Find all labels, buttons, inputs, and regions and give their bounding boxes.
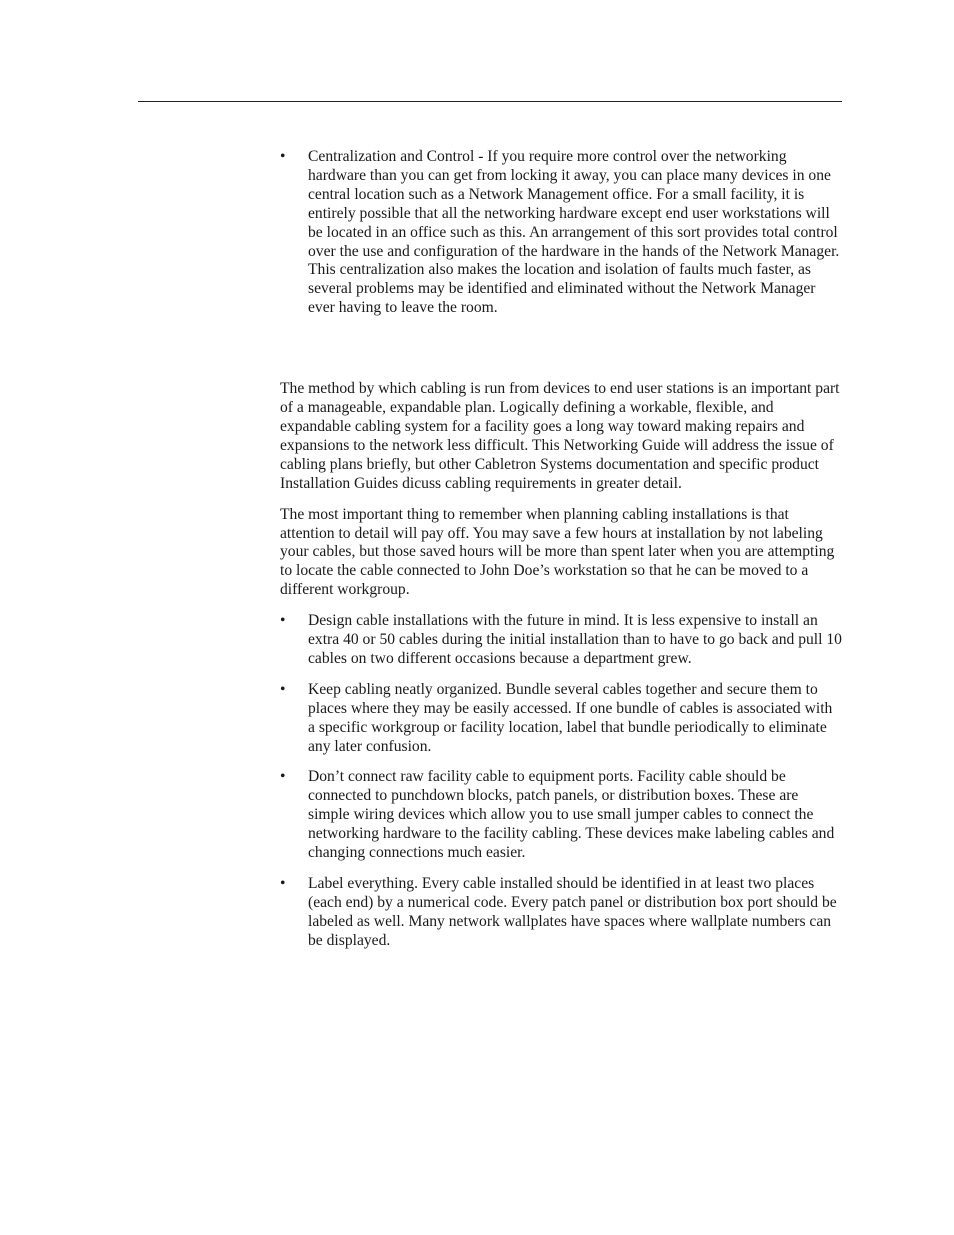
bullet-marker: • <box>280 612 286 630</box>
bullet-text: Centralization and Control - If you require more control over the networking hardware than you can get from locking it away, you can place many devices in one central location such as a Network Management office. For a small facility, it is entirely possible that all the networking hardware except end user workstations will be located in an office such as this. An arrangement of this sort provides total control over the use and configuration of the hardware in the hands of the Network Manager. This centralization also makes the location and isolation of faults much faster, as several problems may be identified and eliminated without the Network Manager ever having to leave the room. <box>308 148 840 317</box>
bullet-marker: • <box>280 148 286 165</box>
bullet-text: Label everything. Every cable installed should be identified in at least two places (each end) by a numerical code. Every patch panel or distribution box port should be labeled as well. Many network wallplates have spaces where wallplate numbers can be displayed. <box>308 875 837 949</box>
list-item-label-everything <box>280 875 842 951</box>
page-content <box>280 148 842 963</box>
bullet-text: Keep cabling neatly organized. Bundle several cables together and secure them to places where they may be easily accessed. If one bundle of cables is associated with a specific workgroup or facility location, label that bundle periodically to eliminate any later confusion. <box>308 680 833 755</box>
list-item-keep-organized <box>280 681 842 757</box>
header-rule <box>138 101 842 102</box>
list-item-centralization <box>280 148 842 318</box>
body-paragraph-attention-detail: The most important thing to remember when planning cabling installations is that attention to detail will pay off. You may save a few hours at installation by not labeling your cables, but those saved hours will be more than spent later when you are attempting to locate the cable connected to John Doe’s workstation so that he can be moved to a different workgroup. <box>280 505 835 599</box>
section-spacer <box>280 318 842 380</box>
bullet-text: Design cable installations with the future in mind. It is less expensive to install an extra 40 or 50 cables during the initial installation than to have to go back and pull 10 cables on two different occasions because a department grew. <box>308 612 842 667</box>
bullet-marker: • <box>280 875 286 892</box>
bullet-marker: • <box>280 768 286 786</box>
list-item-no-raw-cable <box>280 768 842 863</box>
list-item-design-future <box>280 612 842 669</box>
body-paragraph-cabling-method: The method by which cabling is run from devices to end user stations is an important part of a manageable, expandable plan. Logically defining a workable, flexible, and expandable cabling system for a facility goes a long way toward making repairs and expansions to the network less difficult. This Networking Guide will address the issue of cabling plans briefly, but other Cabletron Systems documentation and specific product Installation Guides dicuss cabling requirements in greater detail. <box>280 380 840 492</box>
bullet-marker: • <box>280 680 286 698</box>
bullet-text: Don’t connect raw facility cable to equipment ports. Facility cable should be connected to punchdown blocks, patch panels, or distribution boxes. These are simple wiring devices which allow you to use small jumper cables to connect the networking hardware to the facility cabling. These devices make labeling cables and changing connections much easier. <box>308 768 835 862</box>
